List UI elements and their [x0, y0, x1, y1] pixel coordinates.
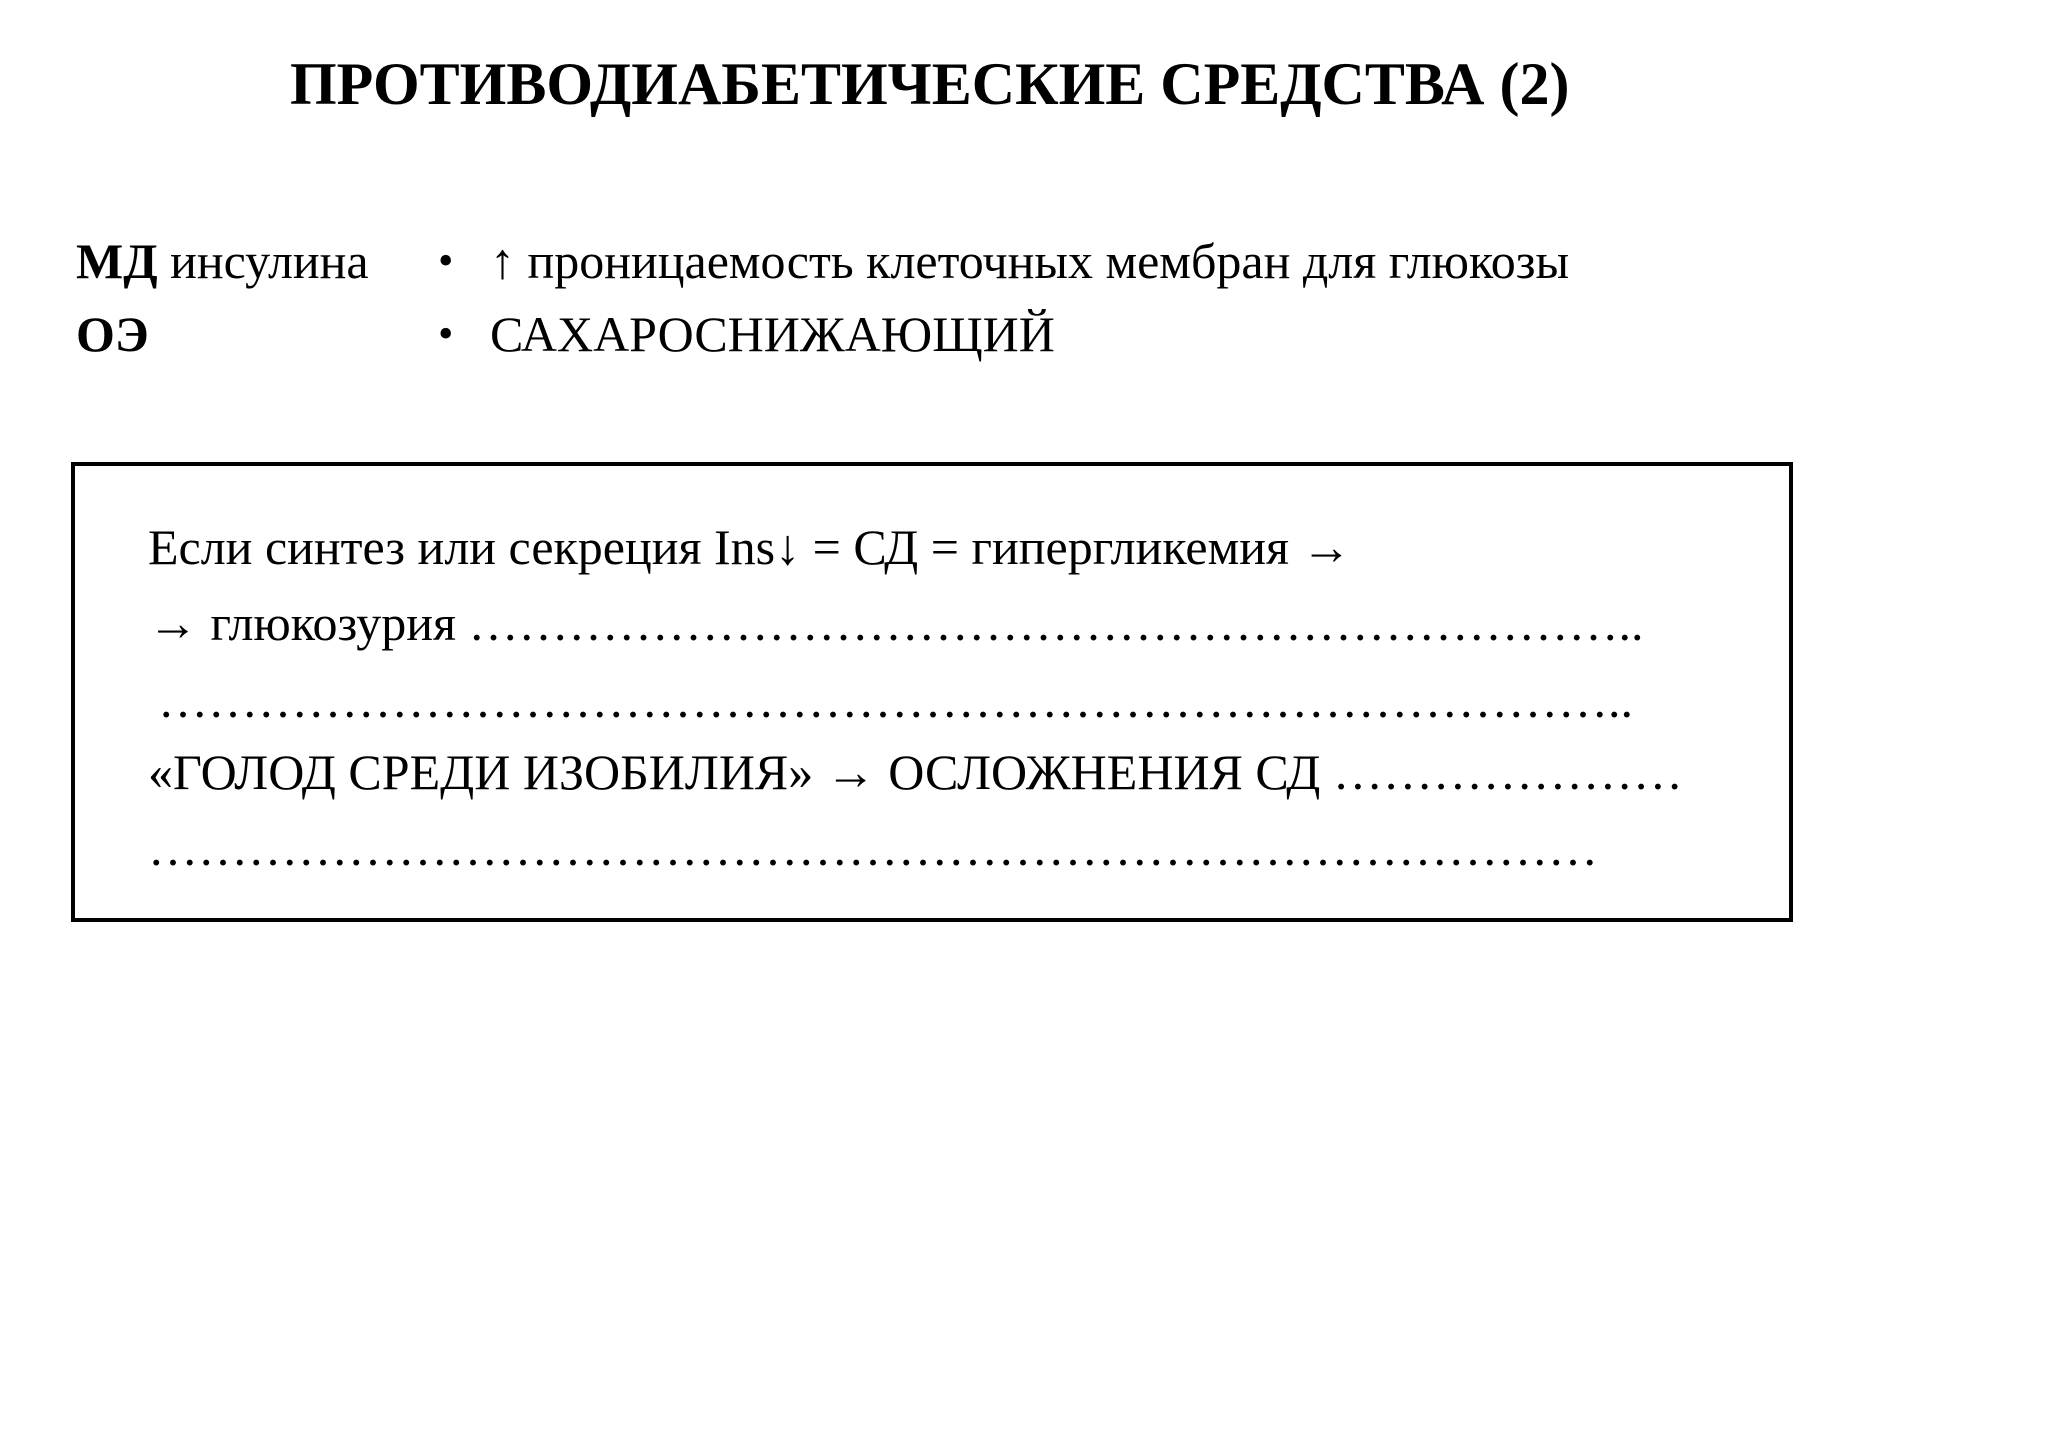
md-description: ↑ проницаемость клеточных мембран для глюкозы [490, 233, 1570, 289]
oe-description: САХАРОСНИЖАЮЩИЙ [490, 306, 1055, 362]
oe-label: ОЭ [76, 306, 149, 362]
bullet-2: • [438, 309, 454, 358]
box-line-2: → глюкозурия …………………………………………………………….. [148, 595, 1644, 651]
md-row [76, 232, 369, 290]
box-line-1: Если синтез или секреция Ins↓ = СД = гипергликемия → [148, 519, 1352, 575]
box-line-4: «ГОЛОД СРЕДИ ИЗОБИЛИЯ» → ОСЛОЖНЕНИЯ СД ………………… [148, 744, 1683, 800]
box-line-5: …………………………………………………………………………… [148, 820, 1598, 876]
md-label: МД [76, 233, 158, 289]
bullet-1: • [438, 236, 454, 285]
md-label-rest: инсулина [157, 233, 369, 289]
box-line-3: …………………………………………………………………………….. [158, 672, 1633, 728]
oe-row [76, 305, 149, 363]
explanation-box [71, 462, 1793, 922]
page-title: ПРОТИВОДИАБЕТИЧЕСКИЕ СРЕДСТВА (2) [290, 51, 1570, 117]
